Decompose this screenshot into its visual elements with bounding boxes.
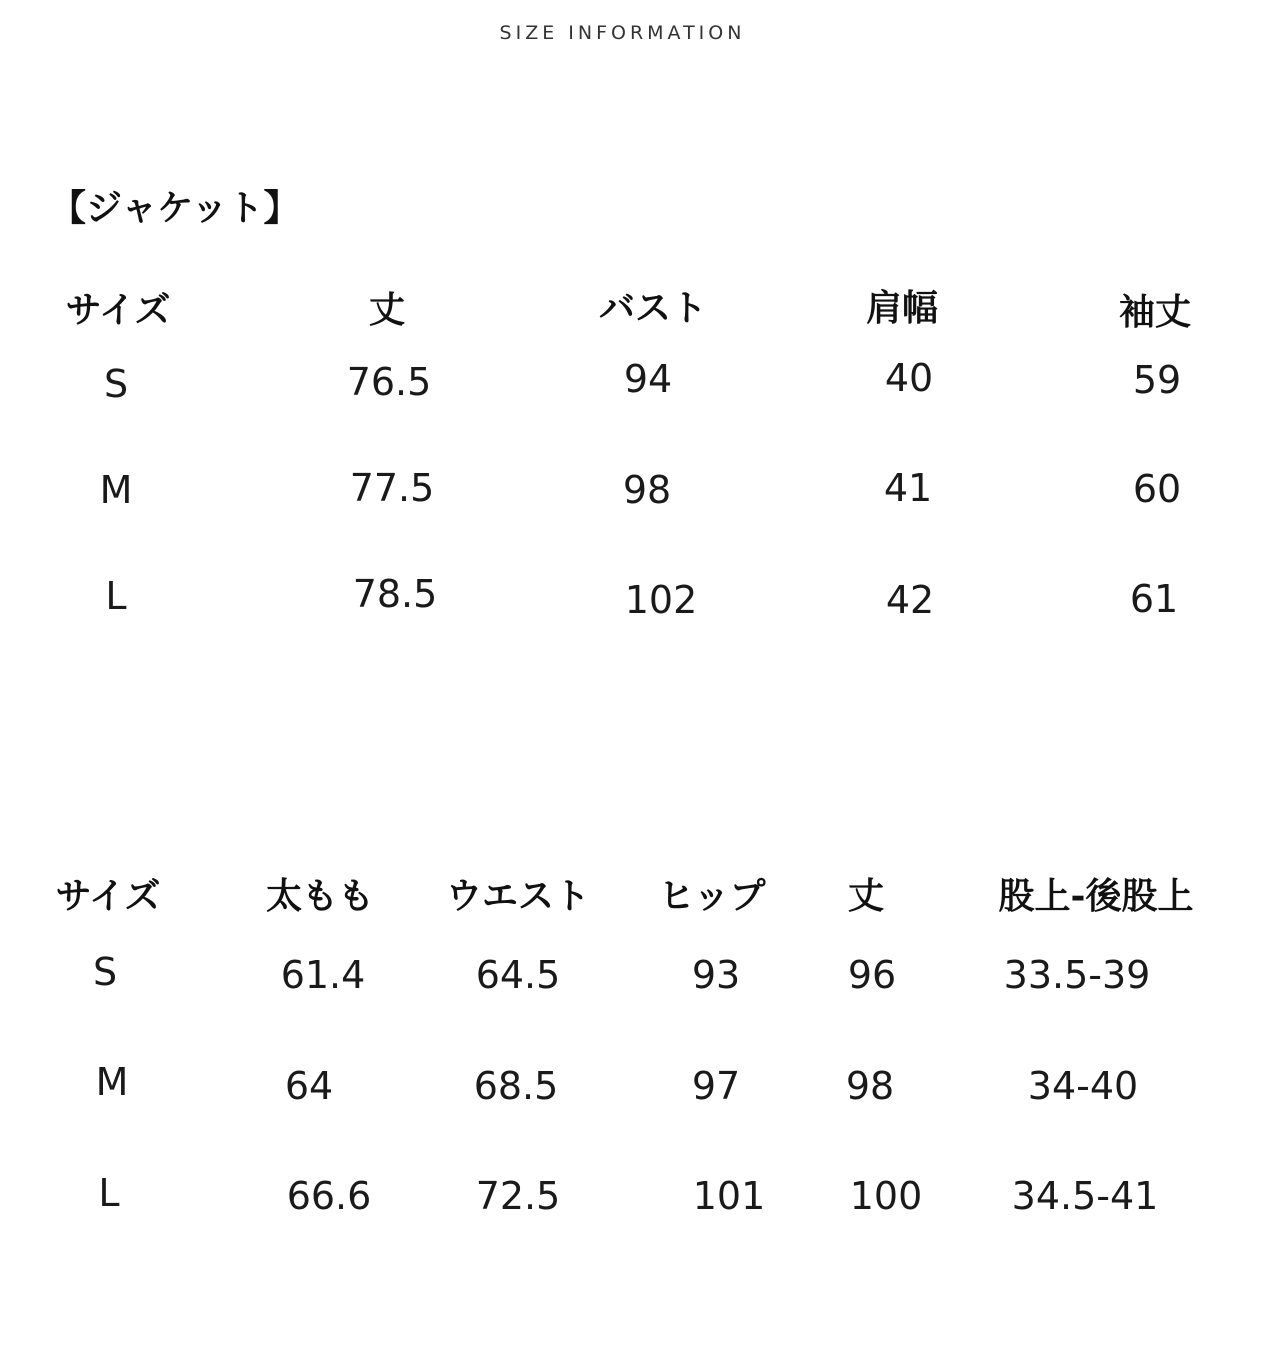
pants-cell: 100 xyxy=(849,1174,923,1218)
jacket-cell: 42 xyxy=(885,578,935,622)
pants-cell: M xyxy=(95,1060,129,1104)
pants-cell: 93 xyxy=(691,953,741,997)
pants-cell: 34.5-41 xyxy=(1011,1174,1159,1218)
pants-cell: 97 xyxy=(691,1064,741,1108)
jacket-cell: 94 xyxy=(623,357,673,401)
pants-cell: 34-40 xyxy=(1027,1064,1139,1108)
jacket-cell: 40 xyxy=(884,356,934,400)
pants-cell: 64 xyxy=(284,1064,334,1108)
jacket-cell: 59 xyxy=(1132,358,1182,402)
jacket-cell: M xyxy=(99,468,133,512)
jacket-cell: 102 xyxy=(624,578,698,622)
pants-cell: 66.6 xyxy=(286,1174,372,1218)
pants-header-length: 丈 xyxy=(847,875,885,917)
pants-cell: S xyxy=(92,950,118,994)
pants-cell: 33.5-39 xyxy=(1003,953,1151,997)
jacket-header-sleeve: 袖丈 xyxy=(1118,291,1192,333)
pants-cell: 96 xyxy=(847,953,897,997)
jacket-cell: S xyxy=(103,362,129,406)
pants-header-thigh: 太もも xyxy=(265,875,375,917)
pants-cell: 72.5 xyxy=(475,1174,561,1218)
jacket-cell: 61 xyxy=(1129,577,1179,621)
pants-header-rise: 股上-後股上 xyxy=(998,875,1194,917)
pants-cell: L xyxy=(98,1171,120,1215)
jacket-cell: 76.5 xyxy=(346,360,432,404)
jacket-section-heading: 【ジャケット】 xyxy=(50,187,300,229)
page-title: SIZE INFORMATION xyxy=(499,22,746,44)
jacket-cell: L xyxy=(105,574,127,618)
pants-cell: 98 xyxy=(845,1064,895,1108)
jacket-cell: 77.5 xyxy=(349,466,435,510)
jacket-cell: 41 xyxy=(883,466,933,510)
jacket-cell: 78.5 xyxy=(352,572,438,616)
jacket-header-length: 丈 xyxy=(368,289,406,331)
jacket-cell: 60 xyxy=(1132,467,1182,511)
pants-cell: 64.5 xyxy=(475,953,561,997)
pants-header-waist: ウエスト xyxy=(445,875,591,917)
jacket-cell: 98 xyxy=(622,468,672,512)
jacket-header-bust: バスト xyxy=(598,287,708,329)
pants-cell: 68.5 xyxy=(473,1064,559,1108)
pants-header-size: サイズ xyxy=(55,875,161,917)
pants-cell: 61.4 xyxy=(280,953,366,997)
jacket-header-shoulder: 肩幅 xyxy=(865,287,939,329)
jacket-header-size: サイズ xyxy=(65,289,171,331)
pants-cell: 101 xyxy=(692,1174,766,1218)
pants-header-hip: ヒップ xyxy=(658,875,766,917)
